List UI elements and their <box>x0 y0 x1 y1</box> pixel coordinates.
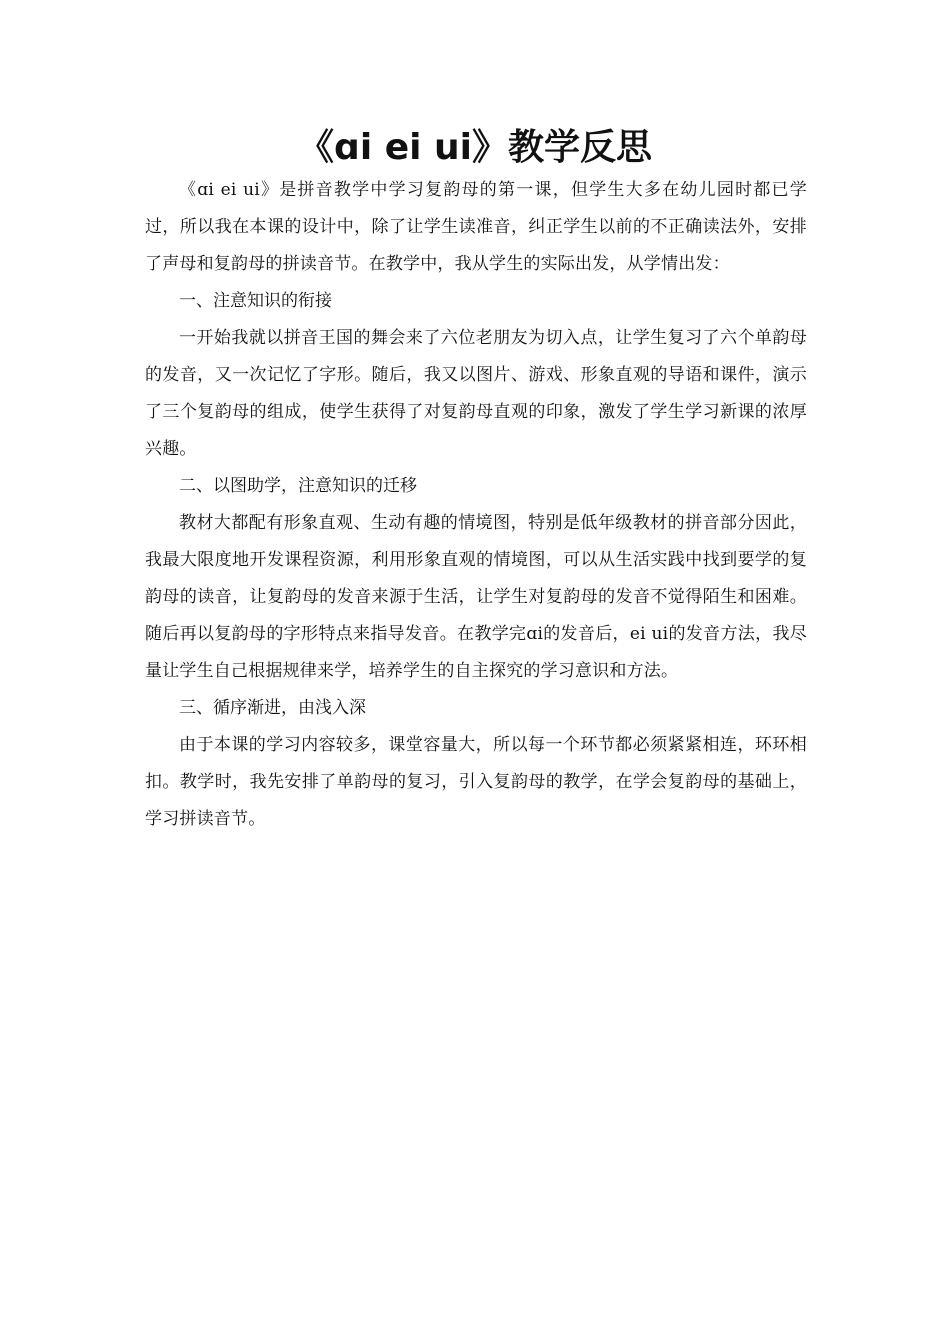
section-heading-1: 一、注意知识的衔接 <box>179 291 332 311</box>
intro-paragraph: 《ɑi ei ui》是拼音教学中学习复韵母的第一课，但学生大多在幼儿园时都已学过，所以我在本课的设计中，除了让学生读准音，纠正学生以前的不正确读法外，安排了声母和复韵母的拼读音节。在教学中，我从学生的实际出发，从学情出发： <box>145 180 807 274</box>
section-paragraph-2: 教材大都配有形象直观、生动有趣的情境图，特别是低年级教材的拼音部分因此，我最大限度地开发课程资源，利用形象直观的情境图，可以从生活实践中找到要学的复韵母的读音，让复韵母的发音来源于生活，让学生对复韵母的发音不觉得陌生和困难。随后再以复韵母的字形特点来指导发音。在教学完ɑi的发音后，ei ui的发音方法，我尽量让学生自己根据规律来学，培养学生的自主探究的学习意识和方法。 <box>145 513 807 681</box>
section-heading-2: 二、以图助学，注意知识的迁移 <box>179 476 417 496</box>
document-body <box>145 172 807 838</box>
document-title: 《ɑi ei ui》教学反思 <box>298 127 652 168</box>
section-heading-3: 三、循序渐进，由浅入深 <box>179 698 366 718</box>
section-paragraph-3: 由于本课的学习内容较多，课堂容量大，所以每一个环节都必须紧紧相连，环环相扣。教学时，我先安排了单韵母的复习，引入复韵母的教学，在学会复韵母的基础上，学习拼读音节。 <box>145 735 807 829</box>
section-paragraph-1: 一开始我就以拼音王国的舞会来了六位老朋友为切入点，让学生复习了六个单韵母的发音，又一次记忆了字形。随后，我又以图片、游戏、形象直观的导语和课件，演示了三个复韵母的组成，使学生获得了对复韵母直观的印象，激发了学生学习新课的浓厚兴趣。 <box>145 328 807 459</box>
